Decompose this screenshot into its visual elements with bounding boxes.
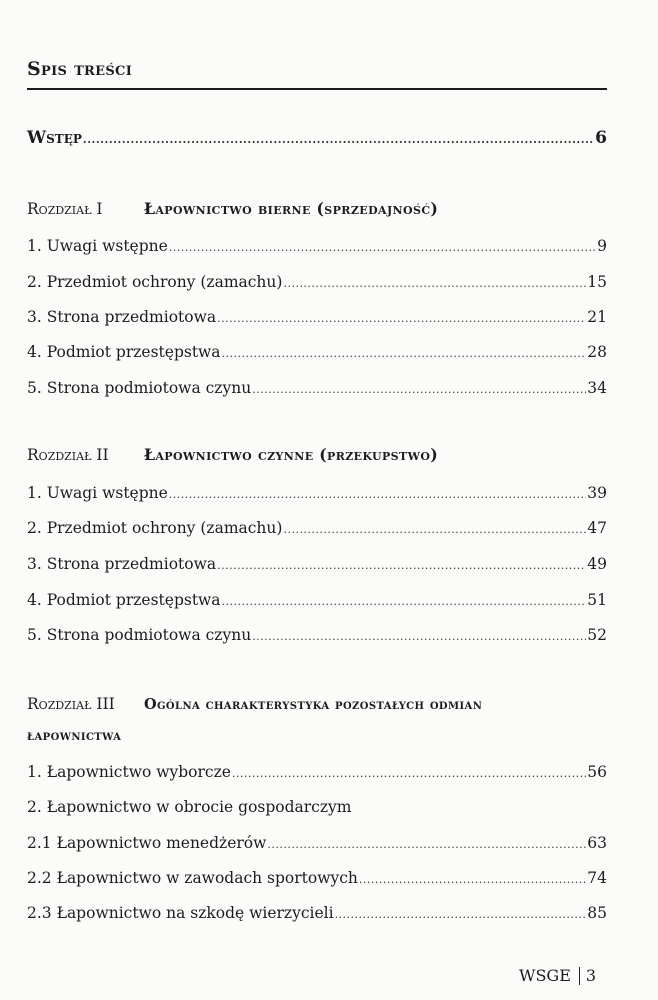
- chapter-heading-continued: [27, 724, 627, 747]
- leader-dots: [169, 485, 586, 505]
- toc-entry[interactable]: [27, 625, 607, 647]
- chapter-title: Łapownictwo czynne (przekupstwo): [143, 445, 439, 464]
- leader-dots: [252, 627, 586, 647]
- leader-dots: [232, 764, 586, 784]
- entry-page: 49: [587, 555, 607, 573]
- leader-dots: [222, 344, 587, 364]
- entry-page: 56: [587, 763, 607, 781]
- entry-label: 1. Uwagi wstępne: [27, 484, 168, 502]
- toc-entry[interactable]: [27, 342, 607, 364]
- toc-entry[interactable]: [27, 236, 607, 258]
- toc-entry[interactable]: [27, 307, 607, 329]
- leader-dots: [217, 556, 586, 576]
- entry-page: 39: [587, 484, 607, 502]
- entry-page: 21: [587, 308, 607, 326]
- publisher-name: WSGE: [519, 966, 571, 985]
- leader-dots: [222, 592, 587, 612]
- leader-dots: [335, 905, 587, 925]
- entry-label: 1. Łapownictwo wyborcze: [27, 763, 231, 781]
- toc-entry[interactable]: [27, 833, 607, 855]
- chapter-number: Rozdział III: [27, 695, 115, 713]
- entry-label: 4. Podmiot przestępstwa: [27, 343, 221, 361]
- chapter-number: Rozdział II: [27, 446, 109, 464]
- entry-label: 4. Podmiot przestępstwa: [27, 591, 221, 609]
- entry-page: 34: [587, 379, 607, 397]
- chapter-number: Rozdział I: [27, 200, 103, 218]
- entry-label: 1. Uwagi wstępne: [27, 237, 168, 255]
- toc-entry[interactable]: [27, 903, 607, 925]
- entry-label: 2.2 Łapownictwo w zawodach sportowych: [27, 869, 358, 887]
- toc-entry[interactable]: [27, 868, 607, 890]
- entry-page: 9: [597, 237, 607, 255]
- entry-label: 2.3 Łapownictwo na szkodę wierzycieli: [27, 904, 334, 922]
- entry-label: 3. Strona przedmiotowa: [27, 555, 217, 573]
- entry-page: 47: [587, 519, 607, 537]
- entry-page: 28: [587, 343, 607, 361]
- toc-entry[interactable]: [27, 483, 607, 505]
- leader-dots: [83, 130, 594, 150]
- leader-dots: [169, 238, 596, 258]
- leader-dots: [359, 870, 586, 890]
- toc-entry-intro[interactable]: [27, 128, 607, 150]
- toc-entry[interactable]: [27, 272, 607, 294]
- entry-page: 51: [587, 591, 607, 609]
- entry-label: Wstęp: [27, 128, 82, 148]
- entry-page: 52: [587, 626, 607, 644]
- toc-heading: Spis treści: [27, 58, 133, 80]
- chapter-heading: [27, 198, 627, 220]
- leader-dots: [267, 835, 586, 855]
- leader-dots: [217, 309, 586, 329]
- entry-page: 6: [595, 128, 607, 148]
- chapter-title: Ogólna charakterystyka pozostałych odmian: [143, 696, 483, 713]
- entry-label: 2. Przedmiot ochrony (zamachu): [27, 273, 283, 291]
- chapter-heading: [27, 693, 627, 716]
- footer-divider: [579, 967, 580, 985]
- entry-label: 2. Łapownictwo w obrocie gospodarczym: [27, 798, 352, 816]
- entry-label: 2.1 Łapownictwo menedżerów: [27, 834, 267, 852]
- entry-label: 2. Przedmiot ochrony (zamachu): [27, 519, 283, 537]
- toc-entry-group[interactable]: [27, 797, 607, 817]
- toc-entry[interactable]: [27, 762, 607, 784]
- entry-label: 5. Strona podmiotowa czynu: [27, 379, 252, 397]
- chapter-heading: [27, 444, 627, 466]
- leader-dots: [283, 274, 586, 294]
- entry-page: 74: [587, 869, 607, 887]
- entry-label: 3. Strona przedmiotowa: [27, 308, 217, 326]
- page-footer: [519, 966, 596, 985]
- chapter-title-continued: łapownictwa: [27, 727, 122, 744]
- entry-page: 85: [587, 904, 607, 922]
- heading-rule: [27, 88, 607, 90]
- entry-page: 15: [587, 273, 607, 291]
- toc-entry[interactable]: [27, 590, 607, 612]
- entry-label: 5. Strona podmiotowa czynu: [27, 626, 252, 644]
- leader-dots: [283, 520, 586, 540]
- leader-dots: [252, 380, 586, 400]
- chapter-title: Łapownictwo bierne (sprzedajność): [143, 199, 439, 218]
- toc-entry[interactable]: [27, 378, 607, 400]
- toc-entry[interactable]: [27, 554, 607, 576]
- toc-entry[interactable]: [27, 518, 607, 540]
- entry-page: 63: [587, 834, 607, 852]
- page-number: 3: [585, 966, 597, 985]
